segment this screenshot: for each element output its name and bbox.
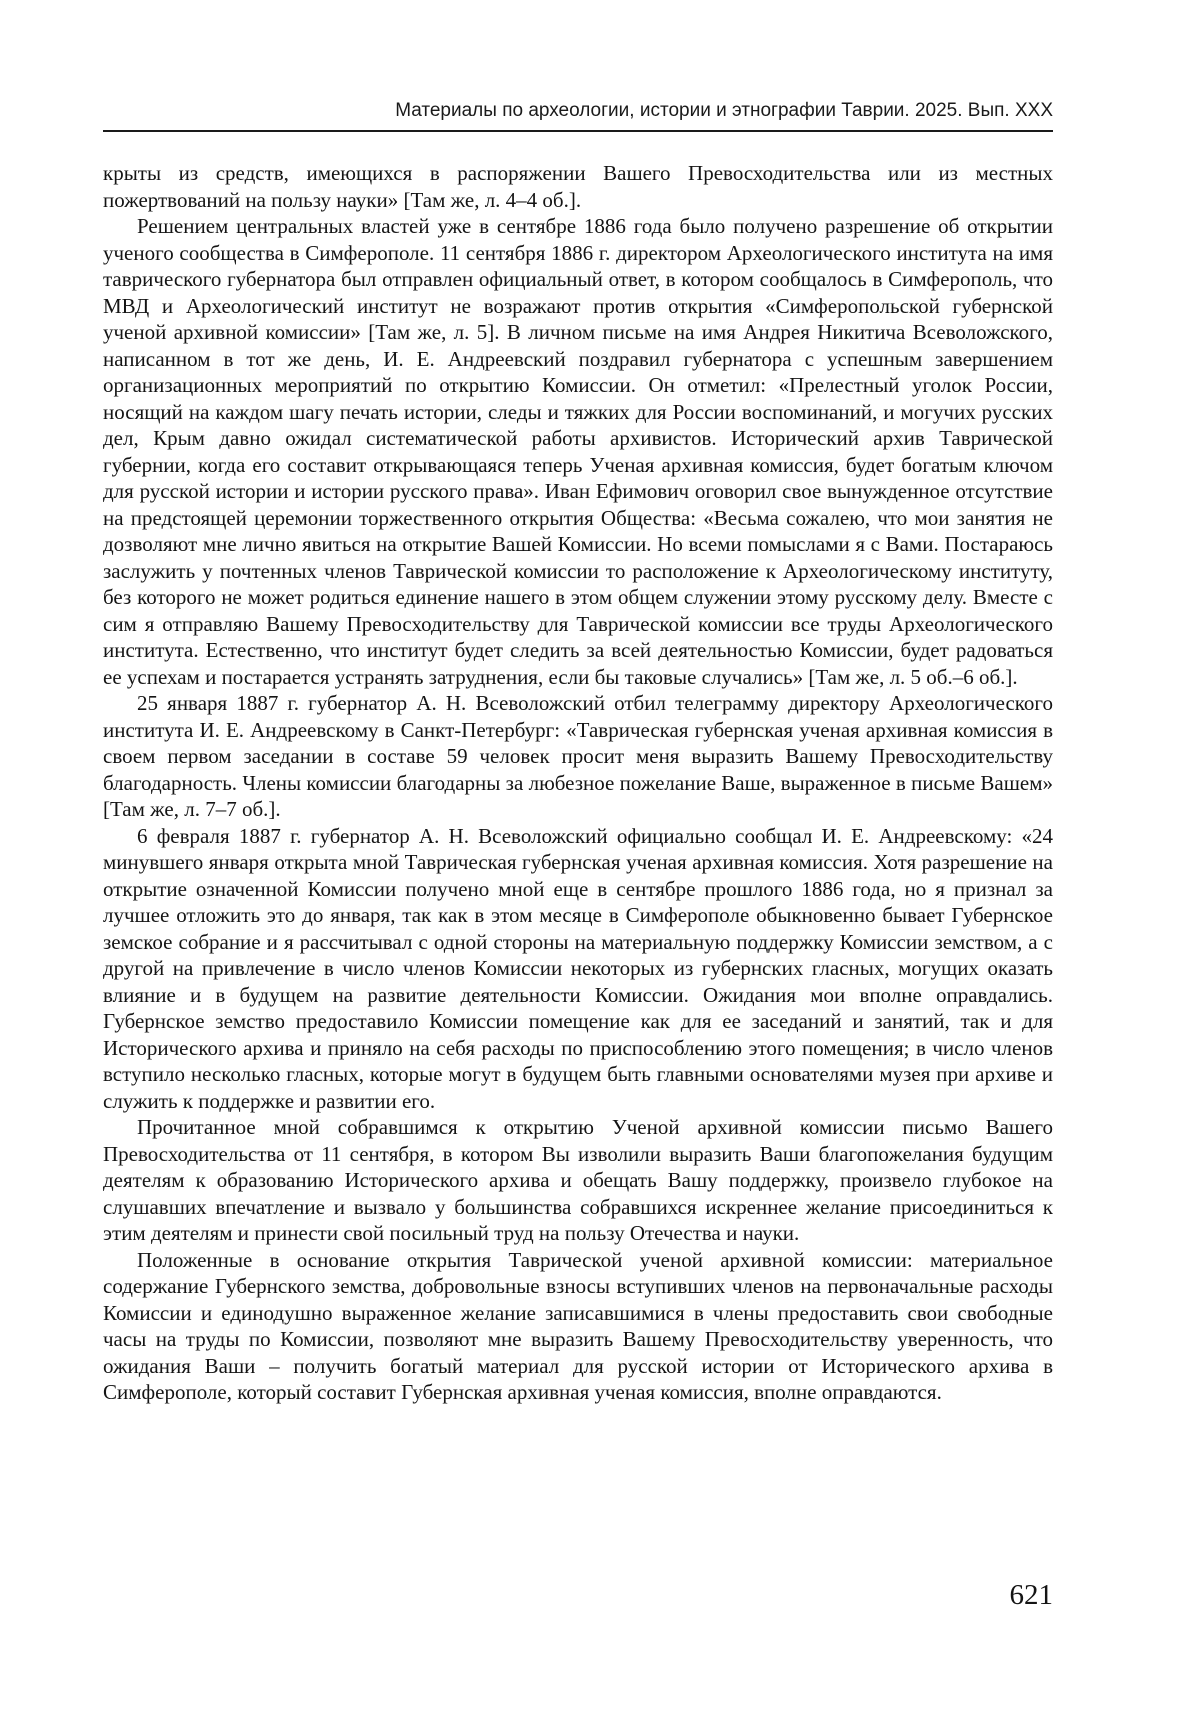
paragraph-foundations: Положенные в основание открытия Таврической ученой архивной комиссии: материальное содержание Губернского земства, добровольные взносы вступивших членов на первоначальные расходы Комиссии и единодушно выраженное желание записавшимися в члены предоставить свои свободные часы на труды по Комиссии, позволяют мне выразить Вашему Превосходительству уверенность, что ожидания Ваши – получить богатый материал для русской истории от Исторического архива в Симферополе, который составит Губернская архивная ученая комиссия, вполне оправдаются. [103, 1247, 1053, 1404]
paragraph-continuation: крыты из средств, имеющихся в распоряжении Вашего Превосходительства или из местных пожертвований на пользу науки» [Там же, л. 4–4 об.]. [103, 161, 1053, 212]
paragraph-central-authorities: Решением центральных властей уже в сентябре 1886 года было получено разрешение об открытии ученого сообщества в Симферополе. 11 сентября 1886 г. директором Археологического института на имя таврического губернатора был отправлен официальный ответ, в котором сообщалось в Симферополь, что МВД и Археологический институт не возражают против открытия «Симферопольской губернской ученой архивной комиссии» [Там же, л. 5]. В личном письме на имя Андрея Никитича Всеволожского, написанном в тот же день, И. Е. Андреевский поздравил губернатора с успешным завершением организационных мероприятий по открытию Комиссии. Он отметил: «Прелестный уголок России, носящий на каждом шагу печать истории, следы и тяжких для России воспоминаний, и могучих русских дел, Крым давно ожидал систематической работы архивистов. Исторический архив Таврической губернии, когда его составит открывающаяся теперь Ученая архивная комиссия, будет богатым ключом для русской истории и истории русского права». Иван Ефимович оговорил свое вынужденное отсутствие на предстоящей церемонии торжественного открытия Общества: «Весьма сожалею, что мои занятия не дозволяют мне лично явиться на открытие Вашей Комиссии. Но всеми помыслами я с Вами. Постараюсь заслужить у почтенных членов Таврической комиссии то расположение к Археологическому институту, без которого не может родиться единение нашего в этом общем служении этому русскому делу. Вместе с сим я отправляю Вашему Превосходительству для Таврической комиссии все труды Археологического института. Естественно, что институт будет следить за всей деятельностью Комиссии, будет радоваться ее успехам и постарается устранять затруднения, если бы таковые случались» [Там же, л. 5 об.–6 об.]. [103, 214, 1053, 689]
page-number: 621 [1009, 1579, 1053, 1611]
paragraph-telegram-january: 25 января 1887 г. губернатор А. Н. Всеволожский отбил телеграмму директору Археологического института И. Е. Андреевскому в Санкт-Петербург: «Таврическая губернская ученая архивная комиссия в своем первом заседании в составе 59 человек просит меня выразить Вашему Превосходительству благодарность. Члены комиссии благодарны за любезное пожелание Ваше, выраженное в письме Вашем» [Там же, л. 7–7 об.]. [103, 691, 1053, 821]
paragraph-report-february: 6 февраля 1887 г. губернатор А. Н. Всеволожский официально сообщал И. Е. Андреевскому: «24 минувшего января открыта мной Таврическая губернская ученая архивная комиссия. Хотя разрешение на открытие означенной Комиссии получено мной еще в сентябре прошлого 1886 года, но я признал за лучшее отложить это до января, так как в этом месяце в Симферополе обыкновенно бывает Губернское земское собрание и я рассчитывал с одной стороны на материальную поддержку Комиссии земством, а с другой на привлечение в число членов Комиссии некоторых из губернских гласных, могущих оказать влияние и в будущем на развитие деятельности Комиссии. Ожидания мои вполне оправдались. Губернское земство предоставило Комиссии помещение как для ее заседаний и занятий, так и для Исторического архива и приняло на себя расходы по приспособлению этого помещения; в число членов вступило несколько гласных, которые могут в будущем быть главными основателями музея при архиве и служить к поддержке и развитии его. [103, 823, 1053, 1113]
paragraph-letter-read: Прочитанное мной собравшимся к открытию Ученой архивной комиссии письмо Вашего Превосходительства от 11 сентября, в котором Вы изволили выразить Ваши благопожелания будущим деятелям к образованию Исторического архива и обещать Вашу поддержку, произвело глубокое на слушавших впечатление и вызвало у большинства собравшихся искреннее желание присоединиться к этим деятелям и принести свой посильный труд на пользу Отечества и науки. [103, 1115, 1053, 1245]
article-body [103, 160, 1053, 1406]
running-header: Материалы по археологии, истории и этнографии Таврии. 2025. Вып. XXX [395, 100, 1053, 121]
header-rule [103, 130, 1053, 132]
